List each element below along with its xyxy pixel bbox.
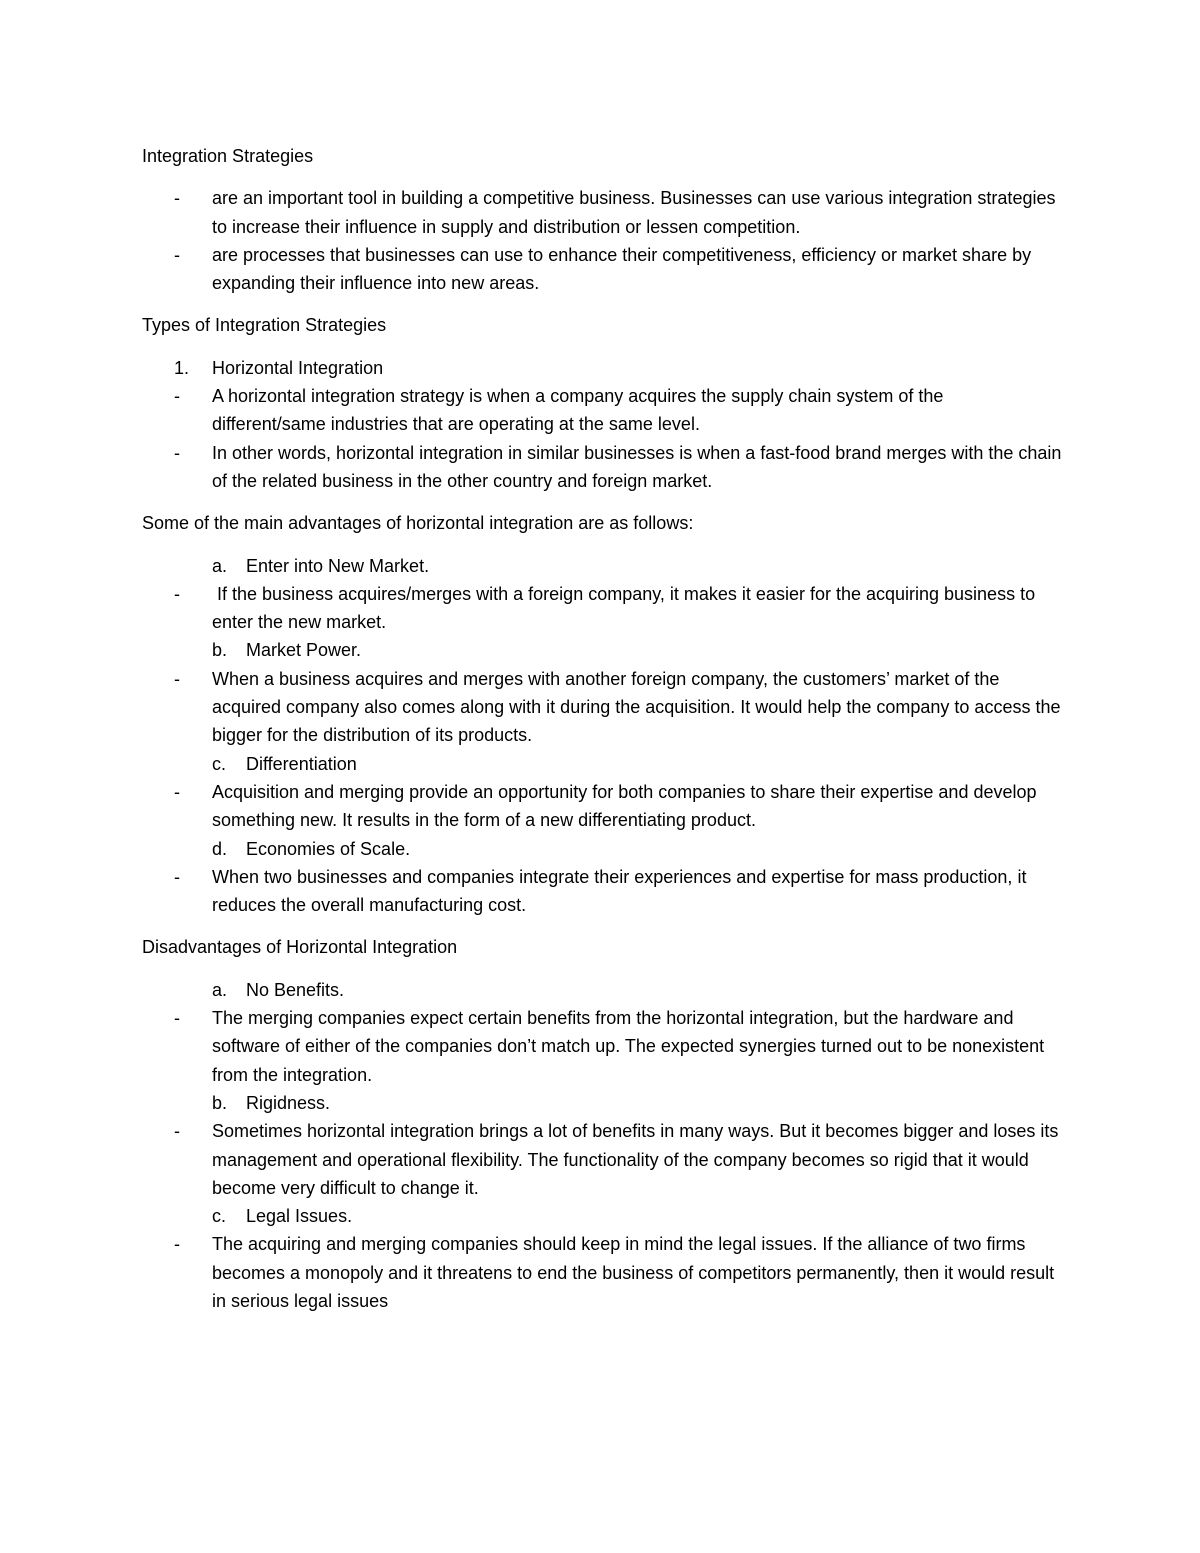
letter-marker: b. (212, 1092, 228, 1113)
lettered-label: Legal Issues. (246, 1206, 353, 1227)
bullet-text: Sometimes horizontal integration brings a lot of benefits in many ways. But it becomes bigger and loses its management and operational flexibility. The functionality of the company becomes so rigid that it would become very difficult to change it. (212, 1121, 1059, 1198)
lettered-label: Market Power. (246, 640, 362, 661)
bullet-item (142, 580, 1062, 637)
bullet-item (142, 1117, 1062, 1202)
dash-marker: - (174, 583, 180, 604)
lettered-label: No Benefits. (246, 979, 345, 1000)
lettered-item (142, 976, 1062, 1004)
lettered-item (142, 1202, 1062, 1230)
lettered-item (142, 552, 1062, 580)
lettered-label: Rigidness. (246, 1092, 331, 1113)
letter-marker: a. (212, 979, 228, 1000)
bullet-item (142, 1004, 1062, 1089)
letter-marker: c. (212, 753, 227, 774)
bullet-text: If the business acquires/merges with a foreign company, it makes it easier for the acquiring business to enter the new market. (212, 583, 1041, 633)
bullet-text: are processes that businesses can use to enhance their competitiveness, efficiency or market share by expanding their influence into new areas. (212, 244, 1032, 294)
letter-marker: a. (212, 555, 228, 576)
bullet-text: Acquisition and merging provide an opportunity for both companies to share their expertise and develop something new. It results in the form of a new differentiating product. (212, 781, 1037, 831)
dash-marker: - (174, 244, 180, 265)
bullet-item (142, 382, 1062, 439)
section-title-types: Types of Integration Strategies (142, 315, 387, 336)
lettered-label: Economies of Scale. (246, 838, 411, 859)
section-title-advantages: Some of the main advantages of horizontal integration are as follows: (142, 513, 694, 534)
bullet-item (142, 665, 1062, 750)
bullet-item (142, 1230, 1062, 1315)
numbered-label: Horizontal Integration (212, 357, 384, 378)
bullet-item (142, 778, 1062, 835)
dash-marker: - (174, 668, 180, 689)
numbered-item (142, 354, 1062, 382)
document-body (142, 142, 1062, 1315)
dash-marker: - (174, 188, 180, 209)
lettered-item (142, 1089, 1062, 1117)
bullet-item (142, 241, 1062, 298)
bullet-text: When a business acquires and merges with another foreign company, the customers’ market of the acquired company also comes along with it during the acquisition. It would help the company to access the bigger for the distribution of its products. (212, 668, 1061, 746)
bullet-text: are an important tool in building a competitive business. Businesses can use various integration strategies to increase their influence in supply and distribution or lessen competition. (212, 188, 1056, 237)
lettered-item (142, 750, 1062, 778)
bullet-item (142, 439, 1062, 496)
number-marker: 1. (174, 357, 190, 378)
dash-marker: - (174, 1121, 180, 1142)
dash-marker: - (174, 386, 180, 407)
dash-marker: - (174, 1008, 180, 1029)
lettered-item (142, 835, 1062, 863)
lettered-label: Enter into New Market. (246, 555, 430, 576)
bullet-text: A horizontal integration strategy is when a company acquires the supply chain system of the different/same industries that are operating at the same level. (212, 386, 944, 435)
section-title-integration-strategies: Integration Strategies (142, 146, 314, 166)
section-title-disadvantages: Disadvantages of Horizontal Integration (142, 937, 458, 958)
bullet-text: In other words, horizontal integration in similar businesses is when a fast-food brand merges with the chain of the related business in the other country and foreign market. (212, 442, 1062, 491)
letter-marker: d. (212, 838, 228, 859)
dash-marker: - (174, 781, 180, 802)
letter-marker: b. (212, 640, 228, 661)
dash-marker: - (174, 442, 180, 463)
bullet-text: The acquiring and merging companies should keep in mind the legal issues. If the alliance of two firms becomes a monopoly and it threatens to end the business of competitors permanently, then it would result in serious legal issues (212, 1234, 1055, 1311)
lettered-label: Differentiation (246, 753, 357, 774)
bullet-item (142, 184, 1062, 241)
bullet-text: When two businesses and companies integrate their experiences and expertise for mass production, it reduces the overall manufacturing cost. (212, 866, 1027, 916)
letter-marker: c. (212, 1206, 227, 1227)
bullet-text: The merging companies expect certain benefits from the horizontal integration, but the hardware and software of either of the companies don’t match up. The expected synergies turned out to be nonexistent from the integration. (212, 1008, 1045, 1085)
dash-marker: - (174, 1234, 180, 1255)
bullet-item (142, 863, 1062, 920)
dash-marker: - (174, 866, 180, 887)
lettered-item (142, 636, 1062, 664)
